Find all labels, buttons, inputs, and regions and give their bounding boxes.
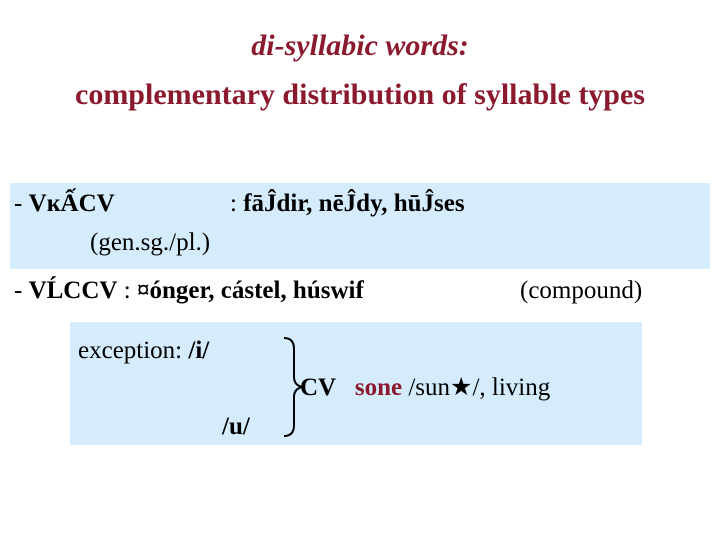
exception-label: exception:	[78, 337, 183, 364]
exception-line	[78, 336, 209, 366]
rule1-examples: fāĴdir, nēĴdy, hūĴses	[243, 190, 465, 217]
rule2-dash: -	[14, 277, 29, 304]
exception-word: sone	[354, 374, 403, 401]
exception-gloss-close: /, living	[472, 374, 551, 401]
rule2-pattern: VĹCCV	[28, 277, 118, 304]
rule1-dash: -	[14, 190, 29, 217]
rule1-pattern-line	[14, 189, 115, 219]
exception-cv: CV	[300, 374, 337, 401]
rule2-examples: ¤ónger, cástel, húswif	[136, 277, 364, 304]
rule1-examples-line	[230, 189, 465, 219]
star-icon: ★	[450, 374, 473, 401]
rule1-note: (gen.sg./pl.)	[90, 229, 211, 256]
exception-gloss-open: /sun	[408, 374, 451, 401]
exception-vowel-i: /i/	[188, 337, 210, 364]
slide-title-line-2: complementary distribution of syllable types	[75, 78, 645, 111]
slide-title-line-1: di-syllabic words:	[251, 29, 469, 62]
rule2-line	[14, 276, 364, 306]
exception-result-line	[300, 373, 550, 403]
exception-vowel-u: /u/	[222, 413, 250, 440]
rule2-note: (compound)	[520, 277, 643, 304]
rule1-pattern: VĸẤCV	[28, 190, 115, 217]
rule1-colon: :	[230, 190, 244, 217]
rule2-colon: :	[117, 277, 137, 304]
